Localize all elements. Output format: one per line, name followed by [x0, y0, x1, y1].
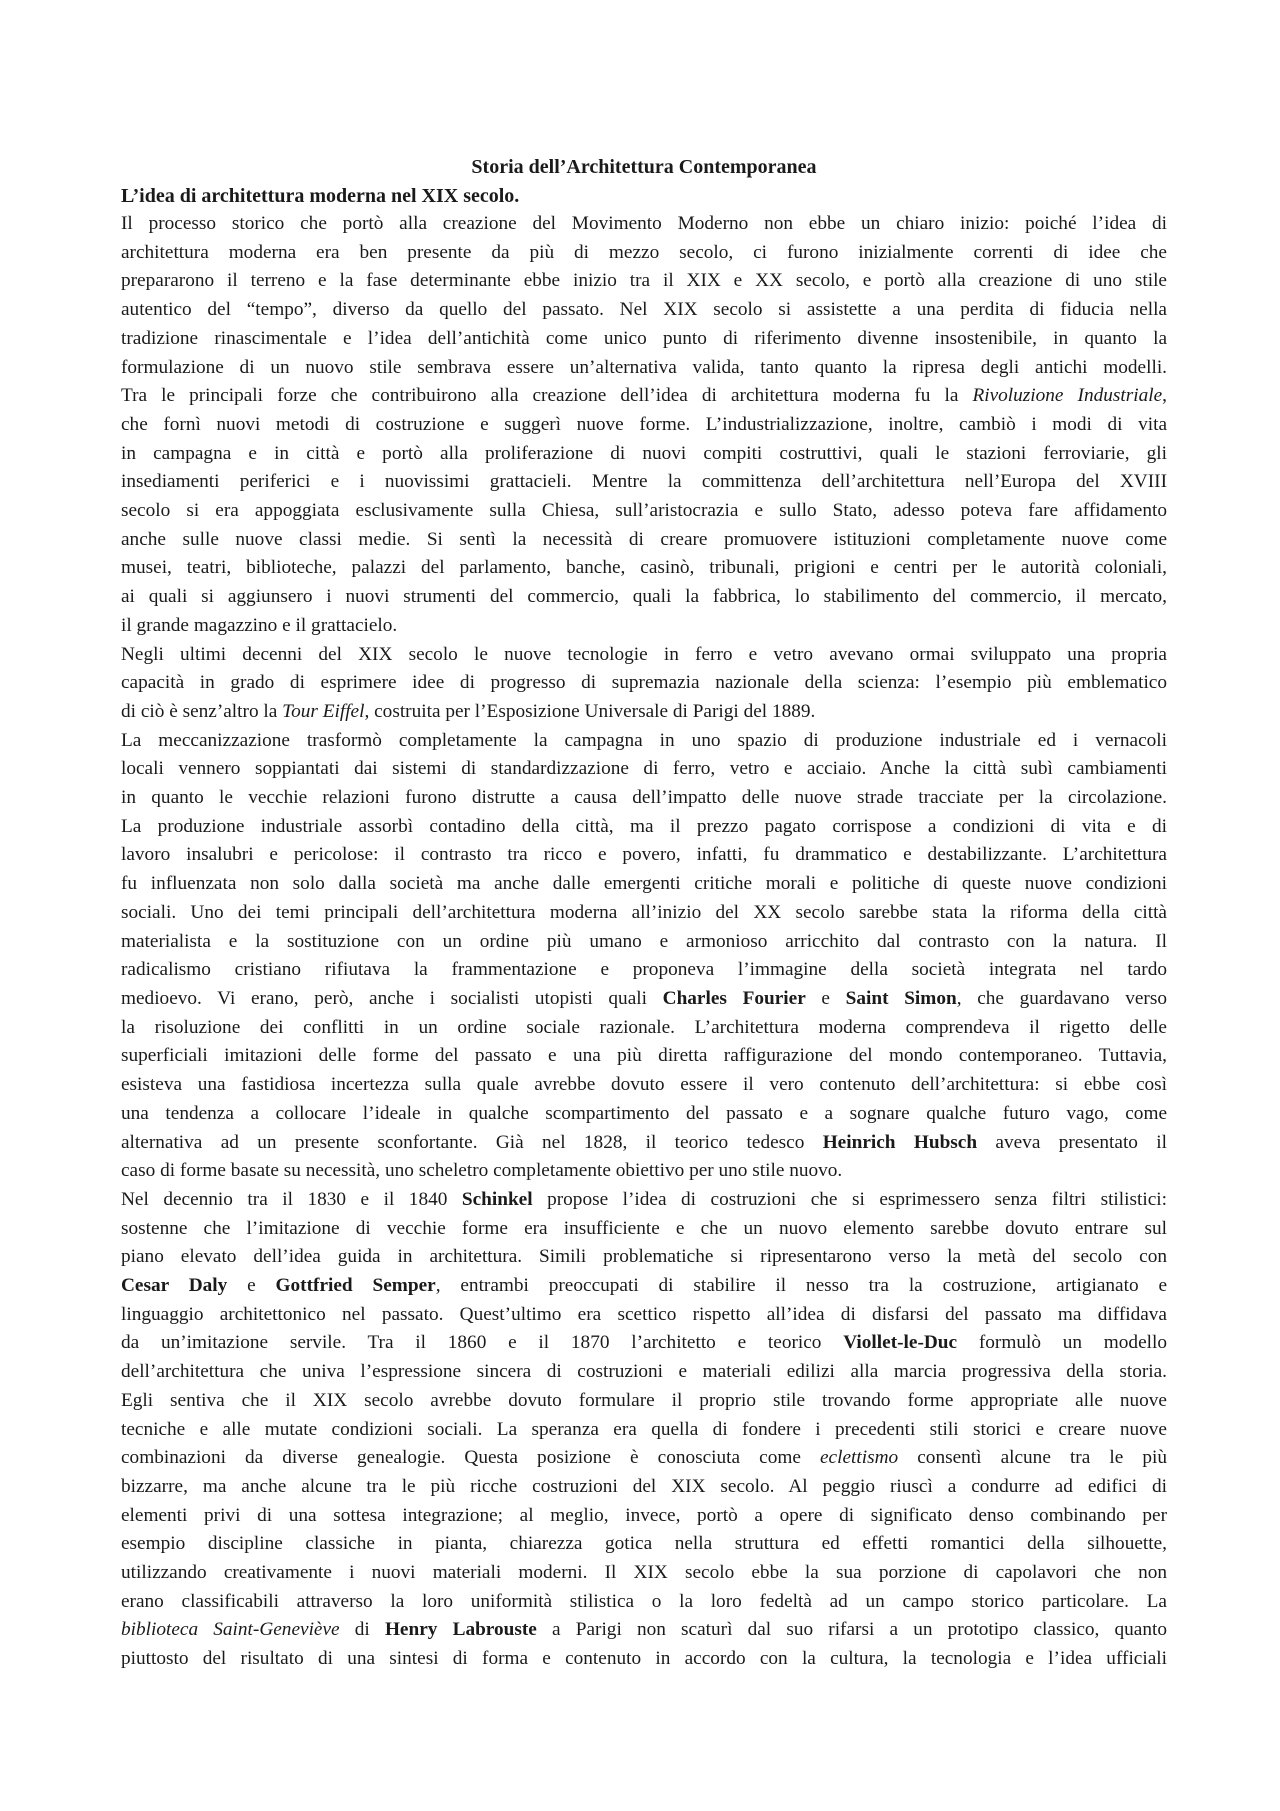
italic-term: biblioteca Saint-Geneviève: [121, 1619, 340, 1641]
text-line: [121, 1301, 1167, 1330]
text-run: tradizione rinascimentale e l’idea dell’antichità come unico punto di riferimento divenne insostenibile, in quanto la: [121, 327, 1167, 349]
text-line: [121, 727, 1167, 756]
text-run: aveva presentato il: [977, 1131, 1167, 1153]
text-run: dell’architettura che univa l’espressione sincera di costruzioni e materiali edilizi alla marcia progressiva della storia.: [121, 1361, 1167, 1383]
text-run: propose l’idea di costruzioni che si esprimessero senza filtri stilistici:: [532, 1188, 1167, 1210]
text-run: formulò un modello: [957, 1332, 1167, 1354]
text-run: una tendenza a collocare l’ideale in qualche scompartimento del passato e a sognare qualche futuro vago, come: [121, 1102, 1167, 1124]
text-line: [121, 1588, 1167, 1617]
text-run: architettura moderna era ben presente da più di mezzo secolo, ci furono inizialmente correnti di idee che: [121, 241, 1167, 263]
text-line: [121, 956, 1167, 985]
bold-name: Schinkel: [461, 1188, 533, 1210]
text-run: musei, teatri, biblioteche, palazzi del parlamento, banche, casinò, tribunali, prigioni e centri per le autorità coloniali,: [121, 557, 1167, 579]
text-run: di ciò è senz’altro la: [121, 700, 283, 722]
text-line: [121, 440, 1167, 469]
text-run: formulazione di un nuovo stile sembrava essere un’alternativa valida, tanto quanto la ripresa degli antichi modelli.: [121, 356, 1167, 378]
text-run: , che guardavano verso: [956, 987, 1167, 1009]
text-line: [121, 1416, 1167, 1445]
bold-name: Viollet-le-Duc: [843, 1332, 958, 1354]
text-run: sostenne che l’imitazione di vecchie forme era insufficiente e che un nuovo elemento sarebbe dovuto entrare sul: [121, 1217, 1167, 1239]
text-run: ,: [1162, 385, 1167, 407]
text-line: [121, 411, 1167, 440]
text-line: [121, 1444, 1167, 1473]
text-run: piuttosto del risultato di una sintesi di forma e contenuto in accordo con la cultura, la tecnologia e l’idea ufficiali: [121, 1648, 1167, 1670]
text-line: [121, 1272, 1167, 1301]
text-line: [121, 841, 1167, 870]
text-run: Tra le principali forze che contribuirono alla creazione dell’idea di architettura moderna fu la: [121, 385, 973, 407]
text-run: combinazioni da diverse genealogie. Questa posizione è conosciuta come: [121, 1447, 820, 1469]
text-run: di: [339, 1619, 385, 1641]
text-line: [121, 1473, 1167, 1502]
paragraph: [121, 727, 1167, 1186]
bold-name: Saint Simon: [845, 987, 957, 1009]
text-run: tecniche e alle mutate condizioni sociali. La speranza era quella di fondere i precedenti stili storici e creare nuove: [121, 1418, 1167, 1440]
text-line: [121, 468, 1167, 497]
text-line: [121, 1157, 1167, 1186]
text-run: materialista e la sostituzione con un ordine più umano e armonioso arricchito dal contrasto con la natura. Il: [121, 930, 1167, 952]
document-body: [121, 210, 1167, 1674]
text-line: [121, 1071, 1167, 1100]
text-line: [121, 325, 1167, 354]
text-line: [121, 1014, 1167, 1043]
text-line: [121, 755, 1167, 784]
text-line: [121, 612, 1167, 641]
text-run: alternativa ad un presente sconfortante. Già nel 1828, il teorico tedesco: [121, 1131, 823, 1153]
text-line: [121, 382, 1167, 411]
text-line: [121, 239, 1167, 268]
text-run: anche sulle nuove classi medie. Si sentì la necessità di creare promuovere istituzioni completamente nuove come: [121, 528, 1167, 550]
text-run: , entrambi preoccupati di stabilire il nesso tra la costruzione, artigianato e: [435, 1275, 1168, 1297]
text-run: bizzarre, ma anche alcune tra le più ricche costruzioni del XIX secolo. Al peggio riuscì a condurre ad edifici di: [121, 1475, 1167, 1497]
text-run: esisteva una fastidiosa incertezza sulla quale avrebbe dovuto essere il vero contenuto dell’architettura: si ebbe così: [121, 1074, 1167, 1096]
text-run: insediamenti periferici e i nuovissimi grattacieli. Mentre la committenza dell’architettura nell’Europa del XVIII: [121, 471, 1167, 493]
text-line: [121, 1186, 1167, 1215]
text-run: Il processo storico che portò alla creazione del Movimento Moderno non ebbe un chiaro inizio: poiché l’idea di: [121, 213, 1167, 234]
text-run: , costruita per l’Esposizione Universale di Parigi del 1889.: [364, 700, 816, 722]
text-run: autentico del “tempo”, diverso da quello del passato. Nel XIX secolo si assistette a una perdita di fiducia nella: [121, 299, 1167, 321]
bold-name: Charles Fourier: [662, 987, 806, 1009]
bold-name: Henry Labrouste: [384, 1619, 537, 1641]
text-line: [121, 1129, 1167, 1158]
text-run: piano elevato dell’idea guida in architettura. Simili problematiche si ripresentarono verso la metà del secolo con: [121, 1246, 1167, 1268]
text-line: [121, 554, 1167, 583]
text-line: [121, 985, 1167, 1014]
text-line: [121, 669, 1167, 698]
text-line: [121, 698, 1167, 727]
text-line: [121, 1559, 1167, 1588]
text-run: la risoluzione dei conflitti in un ordine sociale razionale. L’architettura moderna comprendeva il rigetto delle: [121, 1016, 1167, 1038]
text-line: [121, 1387, 1167, 1416]
text-run: erano classificabili attraverso la loro uniformità stilistica o la loro fedeltà ad un campo storico particolare. La: [121, 1590, 1167, 1612]
bold-name: Cesar Daly: [121, 1275, 228, 1297]
paragraph: [121, 210, 1167, 641]
text-run: caso di forme basate su necessità, uno scheletro completamente obiettivo per uno stile nuovo.: [121, 1160, 843, 1182]
text-run: capacità in grado di esprimere idee di progresso di supremazia nazionale della scienza: l’esempio più emblematico: [121, 672, 1167, 694]
text-line: [121, 1645, 1167, 1674]
text-run: Nel decennio tra il 1830 e il 1840: [121, 1188, 462, 1210]
text-run: Egli sentiva che il XIX secolo avrebbe dovuto formulare il proprio stile trovando forme appropriate alle nuove: [121, 1389, 1167, 1411]
italic-term: Rivoluzione Industriale: [972, 385, 1163, 407]
text-run: e: [805, 987, 846, 1009]
text-run: locali vennero soppiantati dai sistemi di standardizzazione di ferro, vetro e acciaio. Anche la città subì cambiamenti: [121, 758, 1167, 780]
text-run: in campagna e in città e portò alla proliferazione di nuovi compiti costruttivi, quali le stazioni ferroviarie, gli: [121, 442, 1167, 464]
text-run: sociali. Uno dei temi principali dell’architettura moderna all’inizio del XX secolo sarebbe stata la riforma della città: [121, 901, 1167, 923]
text-run: secolo si era appoggiata esclusivamente sulla Chiesa, sull’aristocrazia e sullo Stato, adesso poteva fare affidamento: [121, 500, 1167, 522]
text-run: La produzione industriale assorbì contadino della città, ma il prezzo pagato corrispose a condizioni di vita e di: [121, 815, 1167, 837]
text-line: [121, 1100, 1167, 1129]
text-line: [121, 1243, 1167, 1272]
text-line: [121, 1530, 1167, 1559]
paragraph: [121, 1186, 1167, 1674]
text-run: fu influenzata non solo dalla società ma anche dalle emergenti critiche morali e politiche di queste nuove condizioni: [121, 873, 1167, 895]
text-line: [121, 526, 1167, 555]
text-run: che fornì nuovi metodi di costruzione e suggerì nuove forme. L’industrializzazione, inoltre, cambiò i modi di vita: [121, 413, 1167, 435]
text-line: [121, 210, 1167, 239]
text-run: e: [227, 1275, 276, 1297]
text-run: lavoro insalubri e pericolose: il contrasto tra ricco e povero, infatti, fu drammatico e destabilizzante. L’architettura: [121, 844, 1167, 866]
document-title: Storia dell’Architettura Contemporanea: [471, 156, 817, 178]
text-line: [121, 641, 1167, 670]
text-run: radicalismo cristiano rifiutava la frammentazione e proponeva l’immagine della società integrata nel tardo: [121, 959, 1167, 981]
text-line: [121, 1329, 1167, 1358]
text-run: il grande magazzino e il grattacielo.: [121, 614, 398, 636]
italic-term: eclettismo: [820, 1447, 899, 1469]
section-heading: L’idea di architettura moderna nel XIX secolo.: [121, 185, 520, 207]
text-line: [121, 899, 1167, 928]
text-run: in quanto le vecchie relazioni furono distrutte a causa dell’impatto delle nuove strade tracciate per la circolazione.: [121, 787, 1167, 809]
text-run: consentì alcune tra le più: [898, 1447, 1167, 1469]
text-run: utilizzando creativamente i nuovi materiali moderni. Il XIX secolo ebbe la sua porzione di capolavori che non: [121, 1562, 1167, 1584]
text-run: elementi privi di una sottesa integrazione; al meglio, invece, portò a opere di significato denso combinando per: [121, 1504, 1167, 1526]
document-page: [121, 152, 1167, 1674]
text-line: [121, 267, 1167, 296]
text-run: esempio discipline classiche in pianta, chiarezza gotica nella struttura ed effetti romantici della silhouette,: [121, 1533, 1167, 1555]
text-run: ai quali si aggiunsero i nuovi strumenti del commercio, quali la fabbrica, lo stabilimento del commercio, il mercato,: [121, 586, 1167, 608]
text-line: [121, 497, 1167, 526]
text-line: [121, 296, 1167, 325]
bold-name: Gottfried Semper: [275, 1275, 436, 1297]
text-run: linguaggio architettonico nel passato. Quest’ultimo era scettico rispetto all’idea di disfarsi del passato ma diffidava: [121, 1303, 1167, 1325]
text-line: [121, 1502, 1167, 1531]
text-line: [121, 813, 1167, 842]
paragraph: [121, 641, 1167, 727]
text-line: [121, 784, 1167, 813]
text-line: [121, 1215, 1167, 1244]
text-run: da un’imitazione servile. Tra il 1860 e il 1870 l’architetto e teorico: [121, 1332, 844, 1354]
text-line: [121, 870, 1167, 899]
text-run: Negli ultimi decenni del XIX secolo le nuove tecnologie in ferro e vetro avevano ormai sviluppato una propria: [121, 643, 1167, 665]
text-run: superficiali imitazioni delle forme del passato e una più diretta raffigurazione del mondo contemporaneo. Tuttavia,: [121, 1045, 1167, 1067]
text-line: [121, 583, 1167, 612]
text-line: [121, 1042, 1167, 1071]
text-run: medioevo. Vi erano, però, anche i socialisti utopisti quali: [121, 987, 663, 1009]
bold-name: Heinrich Hubsch: [822, 1131, 978, 1153]
text-line: [121, 354, 1167, 383]
text-run: prepararono il terreno e la fase determinante ebbe inizio tra il XIX e XX secolo, e portò alla creazione di uno stile: [121, 270, 1167, 292]
text-run: a Parigi non scaturì dal suo rifarsi a un prototipo classico, quanto: [536, 1619, 1167, 1641]
italic-term: Tour Eiffel: [282, 700, 365, 722]
text-line: [121, 928, 1167, 957]
text-line: [121, 1358, 1167, 1387]
text-run: La meccanizzazione trasformò completamente la campagna in uno spazio di produzione industriale ed i vernacoli: [121, 729, 1167, 751]
text-line: [121, 1616, 1167, 1645]
